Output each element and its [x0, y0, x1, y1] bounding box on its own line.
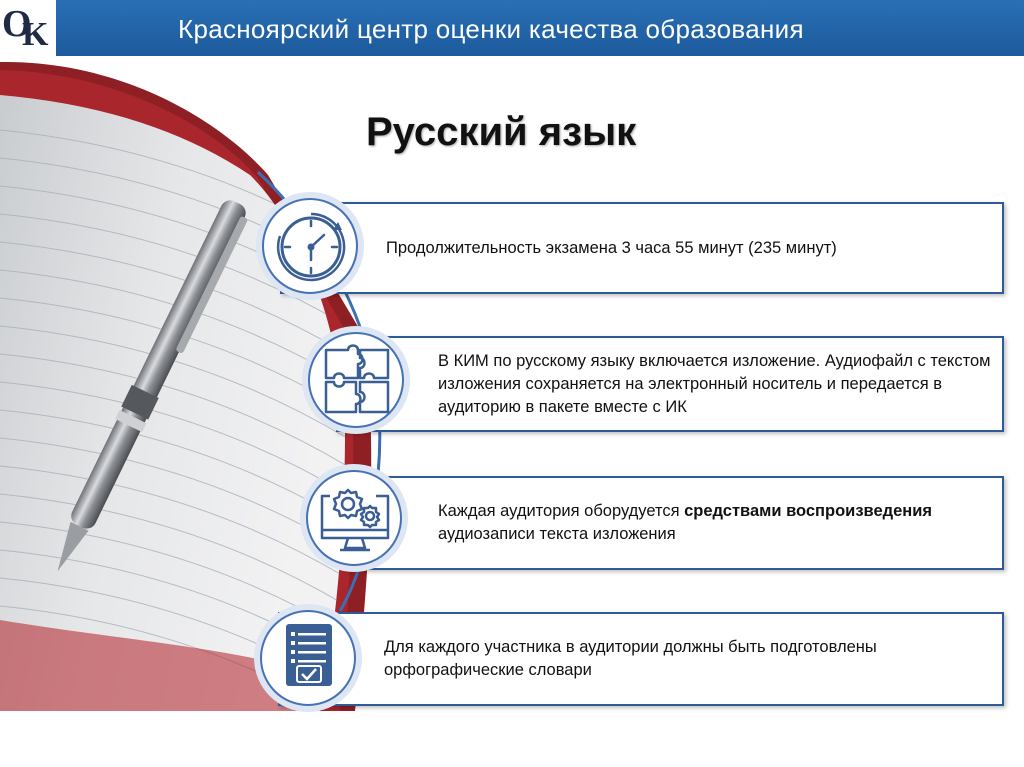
info-text-dictionaries: Для каждого участника в аудитории должны быть подготовлены орфографические словари: [384, 638, 877, 679]
clock-icon: [272, 208, 350, 286]
puzzle-icon: [318, 342, 396, 420]
info-box-duration: [280, 202, 1004, 294]
clock-icon-circle: [262, 198, 358, 294]
info-box-dictionaries: [278, 612, 1004, 706]
header-bar: [0, 0, 1024, 56]
monitor-gears-icon: [316, 480, 394, 558]
logo: [0, 0, 56, 56]
puzzle-icon-circle: [308, 332, 404, 428]
info-text-equipment-part2: аудиозаписи текста изложения: [438, 525, 676, 543]
logo-letter-o: O: [2, 3, 32, 45]
info-text-duration: Продолжительность экзамена 3 часа 55 минут (235 минут): [386, 238, 837, 257]
info-text-equipment-part1: Каждая аудитория оборудуется: [438, 502, 685, 520]
header-title: Красноярский центр оценки качества образования: [178, 14, 804, 44]
info-text-exposition: В КИМ по русскому языку включается изложение. Аудиофайл с текстом изложения сохраняется на электронный носитель и передается в аудиторию в пакете вместе с ИК: [438, 351, 991, 416]
info-box-exposition: [336, 336, 1004, 432]
info-box-equipment: [344, 476, 1004, 570]
checklist-icon-circle: [260, 610, 356, 706]
monitor-gears-icon-circle: [306, 470, 402, 566]
checklist-icon: [270, 620, 348, 698]
logo-letter-k: K: [22, 16, 49, 53]
info-text-equipment-bold: средствами воспроизведения: [684, 502, 933, 520]
page-title: Русский язык: [366, 110, 637, 154]
info-text-equipment: [438, 500, 998, 546]
